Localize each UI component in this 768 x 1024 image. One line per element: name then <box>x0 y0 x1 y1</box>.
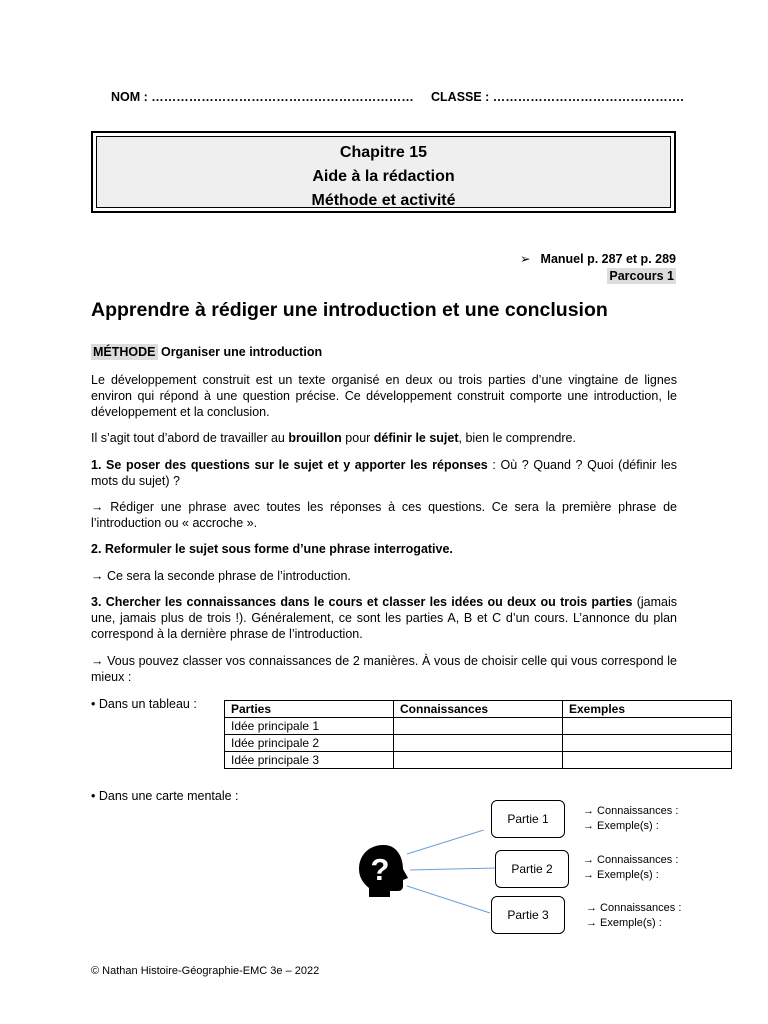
page-heading: Apprendre à rédiger une introduction et une conclusion <box>91 299 608 321</box>
table-header: Connaissances <box>394 701 563 718</box>
step-1-result: → Rédiger une phrase avec toutes les réponses à ces questions. Ce sera la première phrase de l’introduction ou « accroche ». <box>91 500 677 530</box>
knowledge-table <box>224 700 732 769</box>
chapter-subtitle: Aide à la rédaction <box>312 168 455 185</box>
table-cell <box>563 718 732 735</box>
tableau-bullet: • Dans un tableau : <box>91 697 197 711</box>
manual-reference: ➢ Manuel p. 287 et p. 289 <box>520 252 676 266</box>
paragraph-intro: Le développement construit est un texte organisé en deux ou trois parties d’une vingtaine de lignes environ qui répond à une question précise. Ce développement construit comporte une introduction, le développement et la conclusion. <box>91 373 677 419</box>
step-2-result: → Ce sera la seconde phrase de l’introduction. <box>91 569 351 583</box>
connector-line-3 <box>407 886 490 913</box>
table-cell <box>394 718 563 735</box>
mind-map-node-3: Partie 3 <box>491 896 565 934</box>
parcours-badge: Parcours 1 <box>609 269 674 283</box>
paragraph-brouillon: Il s’agit tout d’abord de travailler au brouillon pour définir le sujet, bien le comprendre. <box>91 431 576 445</box>
carte-bullet: • Dans une carte mentale : <box>91 789 239 803</box>
mind-map-node-1: Partie 1 <box>491 800 565 838</box>
question-head-icon <box>356 843 412 899</box>
table-cell <box>394 752 563 769</box>
step-1: 1. Se poser des questions sur le sujet et y apporter les réponses : Où ? Quand ? Quoi (définir les mots du sujet) ? <box>91 458 677 488</box>
table-row <box>225 752 732 769</box>
step-2: 2. Reformuler le sujet sous forme d’une phrase interrogative. <box>91 542 453 556</box>
table-cell <box>563 752 732 769</box>
table-row <box>225 718 732 735</box>
table-header: Parties <box>225 701 394 718</box>
table-cell: Idée principale 1 <box>225 718 394 735</box>
classification-intro: → Vous pouvez classer vos connaissances de 2 manières. À vous de choisir celle qui vous correspond le mieux : <box>91 654 677 684</box>
node-3-details: → Connaissances : → Exemple(s) : <box>586 902 682 929</box>
table-header-row <box>225 701 732 718</box>
classe-field: CLASSE : ………………………………………. <box>431 90 684 104</box>
table-cell: Idée principale 2 <box>225 735 394 752</box>
footer-copyright: © Nathan Histoire-Géographie-EMC 3e – 2022 <box>91 965 320 977</box>
node-1-details: → Connaissances : → Exemple(s) : <box>583 805 679 832</box>
methode-title: MÉTHODE Organiser une introduction <box>93 345 323 359</box>
table-cell: Idée principale 3 <box>225 752 394 769</box>
connector-line-1 <box>407 830 490 854</box>
table-header: Exemples <box>563 701 732 718</box>
step-3: 3. Chercher les connaissances dans le cours et classer les idées ou deux ou trois parties (jamais une, jamais plus de trois !). Généralement, ce sont les parties A, B et C d’un cours. L’annonce du plan correspond à la dernière phrase de l’introduction. <box>91 595 677 641</box>
mind-map-node-2: Partie 2 <box>495 850 569 888</box>
chapter-subtitle-2: Méthode et activité <box>311 192 456 209</box>
table-row <box>225 735 732 752</box>
connector-line-2 <box>410 868 496 870</box>
table-cell <box>563 735 732 752</box>
table-cell <box>394 735 563 752</box>
svg-text:?: ? <box>370 852 390 887</box>
arrowhead-bullet-icon: ➢ <box>520 252 531 266</box>
node-2-details: → Connaissances : → Exemple(s) : <box>583 854 679 881</box>
chapter-title: Chapitre 15 <box>339 144 428 161</box>
nom-field: NOM : ……………………………………………………… <box>111 90 414 104</box>
title-box <box>91 131 676 213</box>
